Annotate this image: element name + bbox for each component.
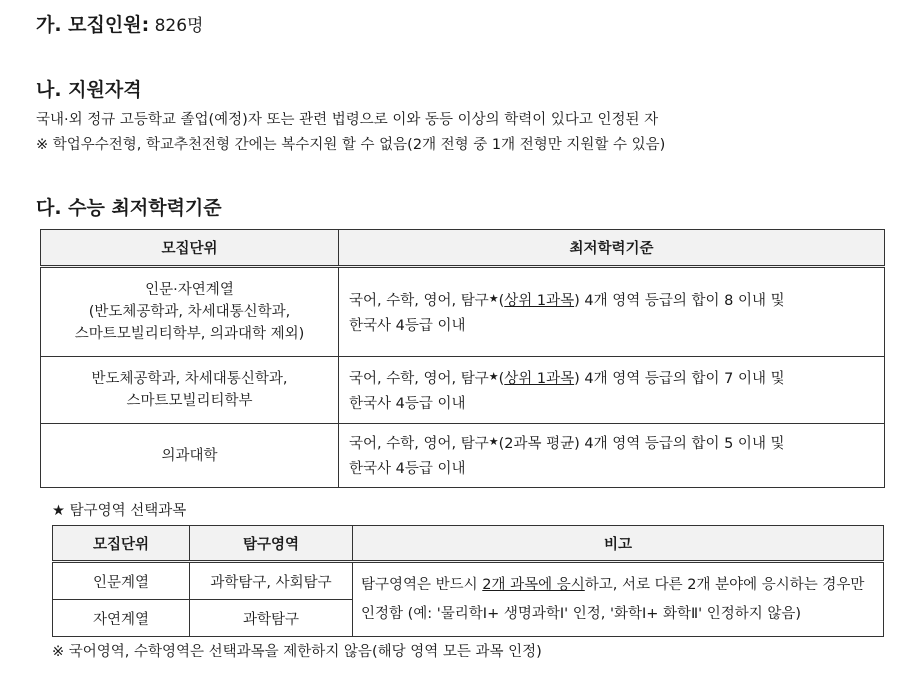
standard-text: 국어, 수학, 영어, 탐구	[349, 436, 489, 452]
eligibility-heading: 나. 지원자격	[36, 79, 142, 101]
unit-cell	[41, 357, 339, 424]
unit-line: 의과대학	[161, 447, 218, 464]
remark-underlined: 2개 과목에 응시	[482, 576, 585, 593]
standard-text: (	[498, 370, 505, 387]
unit-cell	[41, 267, 339, 357]
remark-cell	[353, 562, 884, 637]
inquiry-note-title: ★ 탐구영역 선택과목	[52, 503, 187, 519]
remark-line2: 인정함 (예: '물리학Ⅰ+ 생명과학Ⅰ' 인정, '화학Ⅰ+ 화학Ⅱ' 인정하지 않음)	[361, 605, 802, 622]
eligibility-text: 국내·외 정규 고등학교 졸업(예정)자 또는 관련 법령으로 이와 동등 이상의 학력이 있다고 인정된 자	[36, 112, 659, 128]
column-header-area: 탐구영역	[190, 526, 353, 562]
standard-line2: 한국사 4등급 이내	[349, 395, 466, 412]
standard-text: 국어, 수학, 영어, 탐구	[349, 370, 489, 387]
table-row	[41, 424, 885, 488]
standard-underlined: 상위 1과목	[504, 370, 575, 387]
area-cell: 과학탐구, 사회탐구	[190, 562, 353, 600]
footer-note: ※ 국어영역, 수학영역은 선택과목을 제한하지 않음(해당 영역 모든 과목 인정)	[52, 644, 542, 660]
unit-line: 반도체공학과, 차세대통신학과,	[91, 371, 288, 387]
table-header-row	[53, 526, 884, 562]
remark-text: 하고, 서로 다른 2개 분야에 응시하는 경우만	[584, 576, 865, 593]
unit-line: 스마트모빌리티학부, 의과대학 제외)	[74, 326, 305, 342]
unit-cell: 인문계열	[53, 562, 190, 600]
inquiry-subject-table	[52, 525, 884, 637]
standard-text: ) 4개 영역 등급의 합이 8 이내 및	[574, 292, 785, 309]
column-header-unit: 모집단위	[53, 526, 190, 562]
recruitment-heading	[36, 10, 203, 37]
standard-text: ) 4개 영역 등급의 합이 7 이내 및	[574, 370, 785, 387]
table-header-row	[41, 230, 885, 267]
star-icon: ★	[488, 291, 499, 305]
table-row	[41, 357, 885, 424]
area-cell: 과학탐구	[190, 600, 353, 637]
standard-text: 국어, 수학, 영어, 탐구	[349, 292, 489, 309]
standard-line2: 한국사 4등급 이내	[349, 461, 466, 477]
min-standard-table	[40, 229, 885, 488]
unit-cell: 자연계열	[53, 600, 190, 637]
unit-cell	[41, 424, 339, 488]
unit-line: (반도체공학과, 차세대통신학과,	[88, 304, 291, 320]
column-header-standard: 최저학력기준	[339, 230, 885, 267]
standard-cell	[339, 357, 885, 424]
table-row	[41, 267, 885, 357]
standard-cell	[339, 267, 885, 357]
unit-line: 인문·자연계열	[145, 282, 234, 298]
standard-underlined: 상위 1과목	[504, 292, 575, 309]
min-standard-heading: 다. 수능 최저학력기준	[36, 197, 222, 219]
eligibility-note: ※ 학업우수전형, 학교추천전형 간에는 복수지원 할 수 없음(2개 전형 중 1개 전형만 지원할 수 있음)	[36, 137, 666, 153]
column-header-remark: 비고	[353, 526, 884, 562]
recruitment-count: 826명	[149, 16, 204, 36]
standard-text: (	[498, 292, 505, 309]
unit-line: 스마트모빌리티학부	[126, 393, 253, 409]
star-icon: ★	[488, 435, 499, 448]
recruitment-label: 가. 모집인원:	[36, 14, 150, 36]
column-header-unit: 모집단위	[41, 230, 339, 267]
standard-text: (2과목 평균) 4개 영역 등급의 합이 5 이내 및	[498, 436, 785, 452]
star-icon: ★	[488, 369, 499, 383]
standard-cell	[339, 424, 885, 488]
remark-text: 탐구영역은 반드시	[361, 576, 483, 593]
standard-line2: 한국사 4등급 이내	[349, 317, 466, 334]
table-row	[53, 562, 884, 600]
